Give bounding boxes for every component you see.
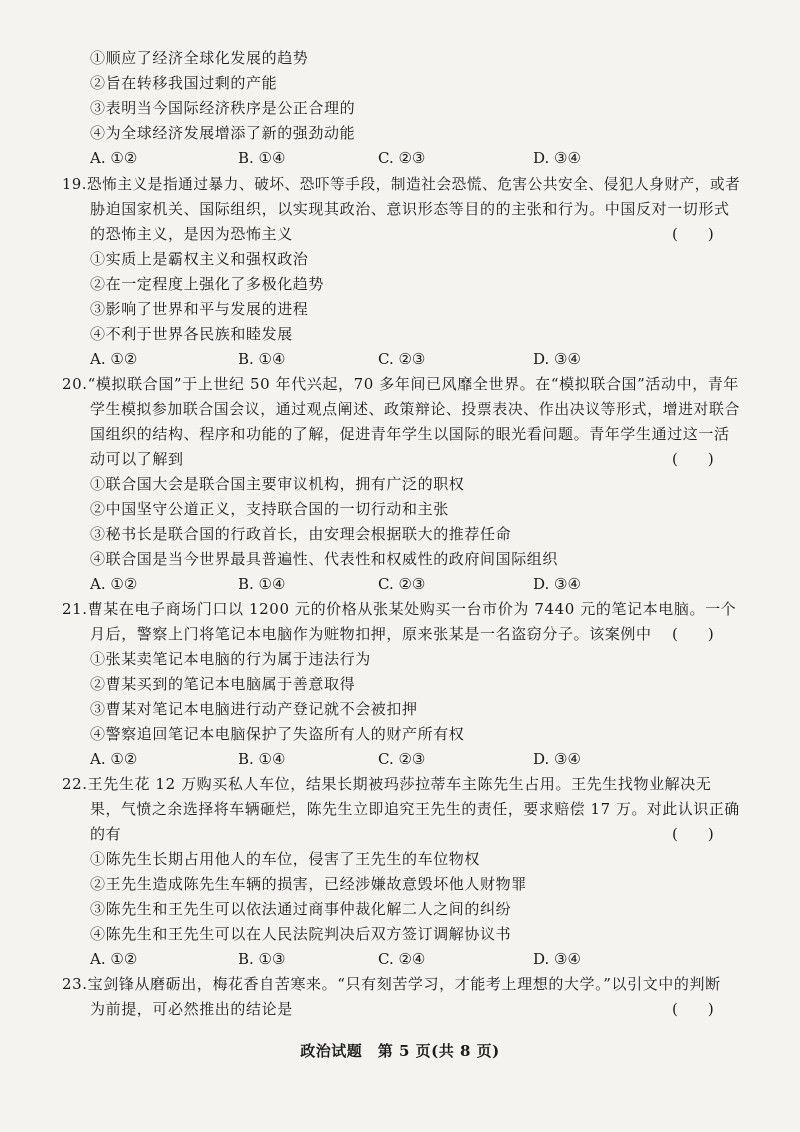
q22-item-2: ②王先生造成陈先生车辆的损害，已经涉嫌故意毁坏他人财物罪: [90, 875, 527, 893]
q20-item-1: ①联合国大会是联合国主要审议机构，拥有广泛的职权: [90, 475, 465, 493]
q20-item-4: ④联合国是当今世界最具普遍性、代表性和权威性的政府间国际组织: [90, 550, 559, 568]
q19-stem-3: 的恐怖主义，是因为恐怖主义: [90, 225, 293, 243]
q20-options: [90, 573, 730, 595]
q22-stem-1: 22.王先生花 12 万购买私人车位，结果长期被玛莎拉蒂车主陈先生占用。王先生找物业解决无: [62, 775, 712, 793]
q20-option-c[interactable]: C. ②③: [378, 575, 426, 593]
q20-stem-2: 学生模拟参加联合国会议，通过观点阐述、政策辩论、投票表决、作出决议等形式，增进对联合: [90, 400, 740, 418]
q19-stem-2: 胁迫国家机关、国际组织，以实现其政治、意识形态等目的的主张和行为。中国反对一切形式: [90, 200, 730, 218]
q22-option-c[interactable]: C. ②④: [378, 950, 426, 968]
q22-answer-paren[interactable]: ( ): [672, 825, 714, 843]
q20-item-2: ②中国坚守公道正义，支持联合国的一切行动和主张: [90, 500, 449, 518]
q23-answer-paren[interactable]: ( ): [672, 1000, 714, 1018]
q20-stem-1: 20.“模拟联合国”于上世纪 50 年代兴起，70 多年间已风靡全世界。在“模拟联合国”活动中，青年: [62, 375, 740, 393]
q20-stem-3: 国组织的结构、程序和功能的了解，促进青年学生以国际的眼光看问题。青年学生通过这一活: [90, 425, 730, 443]
q21-options: [90, 748, 730, 770]
q19-option-d[interactable]: D. ③④: [533, 350, 581, 368]
q22-options: [90, 948, 730, 970]
q22-option-d[interactable]: D. ③④: [533, 950, 581, 968]
q22-stem-3: 的有: [90, 825, 122, 843]
q20-answer-paren[interactable]: ( ): [672, 450, 714, 468]
q19-item-3: ③影响了世界和平与发展的进程: [90, 300, 309, 318]
q20-option-b[interactable]: B. ①④: [238, 575, 286, 593]
q21-item-2: ②曹某买到的笔记本电脑属于善意取得: [90, 675, 356, 693]
q22-item-4: ④陈先生和王先生可以在人民法院判决后双方签订调解协议书: [90, 925, 512, 943]
q20-option-d[interactable]: D. ③④: [533, 575, 581, 593]
q18-item-2: ②旨在转移我国过剩的产能: [90, 74, 278, 92]
q20-option-a[interactable]: A. ①②: [90, 575, 138, 593]
q21-answer-paren[interactable]: ( ): [672, 625, 714, 643]
q19-item-1: ①实质上是霸权主义和强权政治: [90, 250, 309, 268]
q18-item-4: ④为全球经济发展增添了新的强劲动能: [90, 124, 356, 142]
q21-item-1: ①张某卖笔记本电脑的行为属于违法行为: [90, 650, 371, 668]
q21-item-3: ③曹某对笔记本电脑进行动产登记就不会被扣押: [90, 700, 418, 718]
q19-option-a[interactable]: A. ①②: [90, 350, 138, 368]
q23-stem-1: 23.宝剑锋从磨砺出，梅花香自苦寒来。“只有刻苦学习，才能考上理想的大学。”以引文中的判断: [62, 975, 721, 993]
q18-option-b[interactable]: B. ①④: [238, 149, 286, 167]
q22-stem-2: 果，气愤之余选择将车辆砸烂，陈先生立即追究王先生的责任，要求赔偿 17 万。对此认识正确: [90, 800, 740, 818]
q19-option-b[interactable]: B. ①④: [238, 350, 286, 368]
q21-item-4: ④警察追回笔记本电脑保护了失盗所有人的财产所有权: [90, 725, 465, 743]
q21-option-a[interactable]: A. ①②: [90, 750, 138, 768]
q22-option-a[interactable]: A. ①②: [90, 950, 138, 968]
q20-stem-4: 动可以了解到: [90, 450, 184, 468]
q19-stem-1: 19.恐怖主义是指通过暴力、破坏、恐吓等手段，制造社会恐慌、危害公共安全、侵犯人身财产，或者: [62, 175, 741, 193]
q19-options: [90, 348, 730, 370]
q22-option-b[interactable]: B. ①③: [238, 950, 286, 968]
q22-item-3: ③陈先生和王先生可以依法通过商事仲裁化解二人之间的纠纷: [90, 900, 512, 918]
q21-option-d[interactable]: D. ③④: [533, 750, 581, 768]
q22-item-1: ①陈先生长期占用他人的车位，侵害了王先生的车位物权: [90, 850, 481, 868]
q18-item-1: ①顺应了经济全球化发展的趋势: [90, 49, 309, 67]
q18-options: [90, 147, 730, 169]
q23-stem-2: 为前提，可必然推出的结论是: [90, 1000, 293, 1018]
q21-option-b[interactable]: B. ①④: [238, 750, 286, 768]
q19-option-c[interactable]: C. ②③: [378, 350, 426, 368]
q18-item-3: ③表明当今国际经济秩序是公正合理的: [90, 99, 356, 117]
q19-item-4: ④不利于世界各民族和睦发展: [90, 325, 293, 343]
q19-item-2: ②在一定程度上强化了多极化趋势: [90, 275, 325, 293]
page-footer: 政治试题 第 5 页(共 8 页): [300, 1042, 500, 1060]
q18-option-a[interactable]: A. ①②: [90, 149, 138, 167]
q21-stem-1: 21.曹某在电子商场门口以 1200 元的价格从张某处购买一台市价为 7440 元的笔记本电脑。一个: [62, 600, 737, 618]
q19-answer-paren[interactable]: ( ): [672, 225, 714, 243]
q21-option-c[interactable]: C. ②③: [378, 750, 426, 768]
q18-option-d[interactable]: D. ③④: [533, 149, 581, 167]
q21-stem-2: 月后，警察上门将笔记本电脑作为赃物扣押，原来张某是一名盗窃分子。该案例中: [90, 625, 652, 643]
q18-option-c[interactable]: C. ②③: [378, 149, 426, 167]
q20-item-3: ③秘书长是联合国的行政首长，由安理会根据联大的推荐任命: [90, 525, 512, 543]
